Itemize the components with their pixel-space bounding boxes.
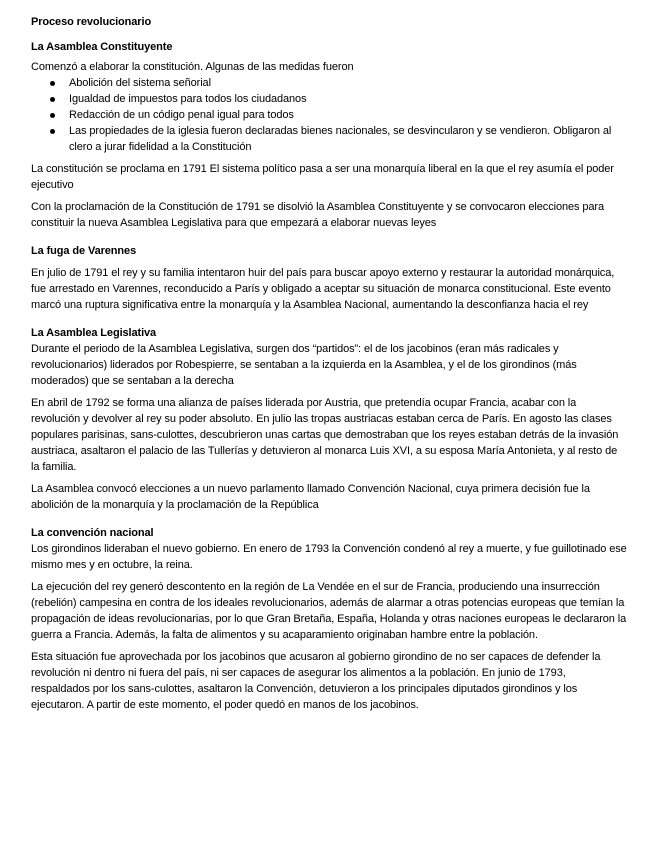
heading-asamblea-constituyente: La Asamblea Constituyente: [31, 41, 173, 53]
list-item-text: Abolición del sistema señorial: [69, 77, 211, 89]
list-item-text: Igualdad de impuestos para todos los ciudadanos: [69, 93, 307, 105]
measures-list: [31, 75, 627, 155]
paragraph-alianza-austria: En abril de 1792 se forma una alianza de países liderada por Austria, que pretendía ocupar Francia, acabar con la revolución y devolver al rey su poder absoluto. En julio las tropas austriacas estaban cerca de París. En agosto las clases populares parisinas, sans-culottes, descubrieron unas cartas que demostraban que los reyes estaban detrás de la invasión austriaca, asaltaron el palacio de las Tullerías y detuvieron al monarca Luis XVI, a su esposa María Antonieta, y al resto de la familia.: [31, 397, 619, 473]
paragraph-fuga-varennes: En julio de 1791 el rey y su familia intentaron huir del país para buscar apoyo externo y restaurar la autoridad monárquica, fue arrestado en Varennes, reconducido a París y obligado a aceptar su situación de monarca constitucional. Este evento marcó una ruptura significativa entre la monarquía y la Asamblea Nacional, aumentando la desconfianza hacia el rey: [31, 267, 615, 311]
paragraph-ejecucion-rey: La ejecución del rey generó descontento en la región de La Vendée en el sur de Francia, produciendo una insurrección (rebelión) campesina en contra de los ideales revolucionarios, además de alarmar a otras potencias europeas que temían la propagación de ideas revolucionarias, por lo que Gran Bretaña, España, Holanda y otras naciones europeas le declararon la guerra a Francia. Además, la falta de alimentos y su acaparamiento originaban hambre entre la población.: [31, 581, 627, 641]
document-title: Proceso revolucionario: [31, 16, 152, 28]
paragraph-partidos: Durante el periodo de la Asamblea Legislativa, surgen dos “partidos”: el de los jacobinos (eran más radicales y revolucionarios) liderados por Robespierre, se sentaban a la izquierda en la Asamblea, y el de los girondinos (más moderados) que se sentaban a la derecha: [31, 343, 577, 387]
paragraph-intro-medidas: Comenzó a elaborar la constitución. Algunas de las medidas fueron: [31, 61, 354, 73]
bullet-icon: [50, 97, 55, 102]
list-item: [69, 123, 627, 155]
bullet-icon: [50, 129, 55, 134]
list-item: [69, 107, 627, 123]
heading-asamblea-legislativa: La Asamblea Legislativa: [31, 327, 157, 339]
heading-fuga-varennes: La fuga de Varennes: [31, 245, 137, 257]
list-item: [69, 91, 627, 107]
list-item: [69, 75, 627, 91]
paragraph-disolucion-asamblea: Con la proclamación de la Constitución de 1791 se disolvió la Asamblea Constituyente y se convocaron elecciones para constituir la nueva Asamblea Legislativa para que empezará a elaborar nuevas leyes: [31, 201, 604, 229]
bullet-icon: [50, 113, 55, 118]
paragraph-jacobinos: Esta situación fue aprovechada por los jacobinos que acusaron al gobierno girondino de no ser capaces de defender la revolución ni dentro ni fuera del país, ni ser capaces de asegurar los alimentos a la población. En junio de 1793, respaldados por los sans-culottes, asaltaron la Convención, detuvieron a los principales diputados girondinos y los ejecutaron. A partir de este momento, el poder quedó en manos de los jacobinos.: [31, 651, 601, 711]
heading-convencion-nacional: La convención nacional: [31, 527, 154, 539]
bullet-icon: [50, 81, 55, 86]
paragraph-girondinos: Los girondinos lideraban el nuevo gobierno. En enero de 1793 la Convención condenó al rey a muerte, y fue guillotinado ese mismo mes y en octubre, la reina.: [31, 543, 627, 571]
paragraph-constitucion-1791: La constitución se proclama en 1791 El sistema político pasa a ser una monarquía liberal en la que el rey asumía el poder ejecutivo: [31, 163, 614, 191]
list-item-text: Las propiedades de la iglesia fueron declaradas bienes nacionales, se desvincularon y se vendieron. Obligaron al clero a jurar fidelidad a la Constitución: [69, 125, 612, 153]
list-item-text: Redacción de un código penal igual para todos: [69, 109, 294, 121]
paragraph-convencion-nacional: La Asamblea convocó elecciones a un nuevo parlamento llamado Convención Nacional, cuya primera decisión fue la abolición de la monarquía y la proclamación de la República: [31, 483, 590, 511]
